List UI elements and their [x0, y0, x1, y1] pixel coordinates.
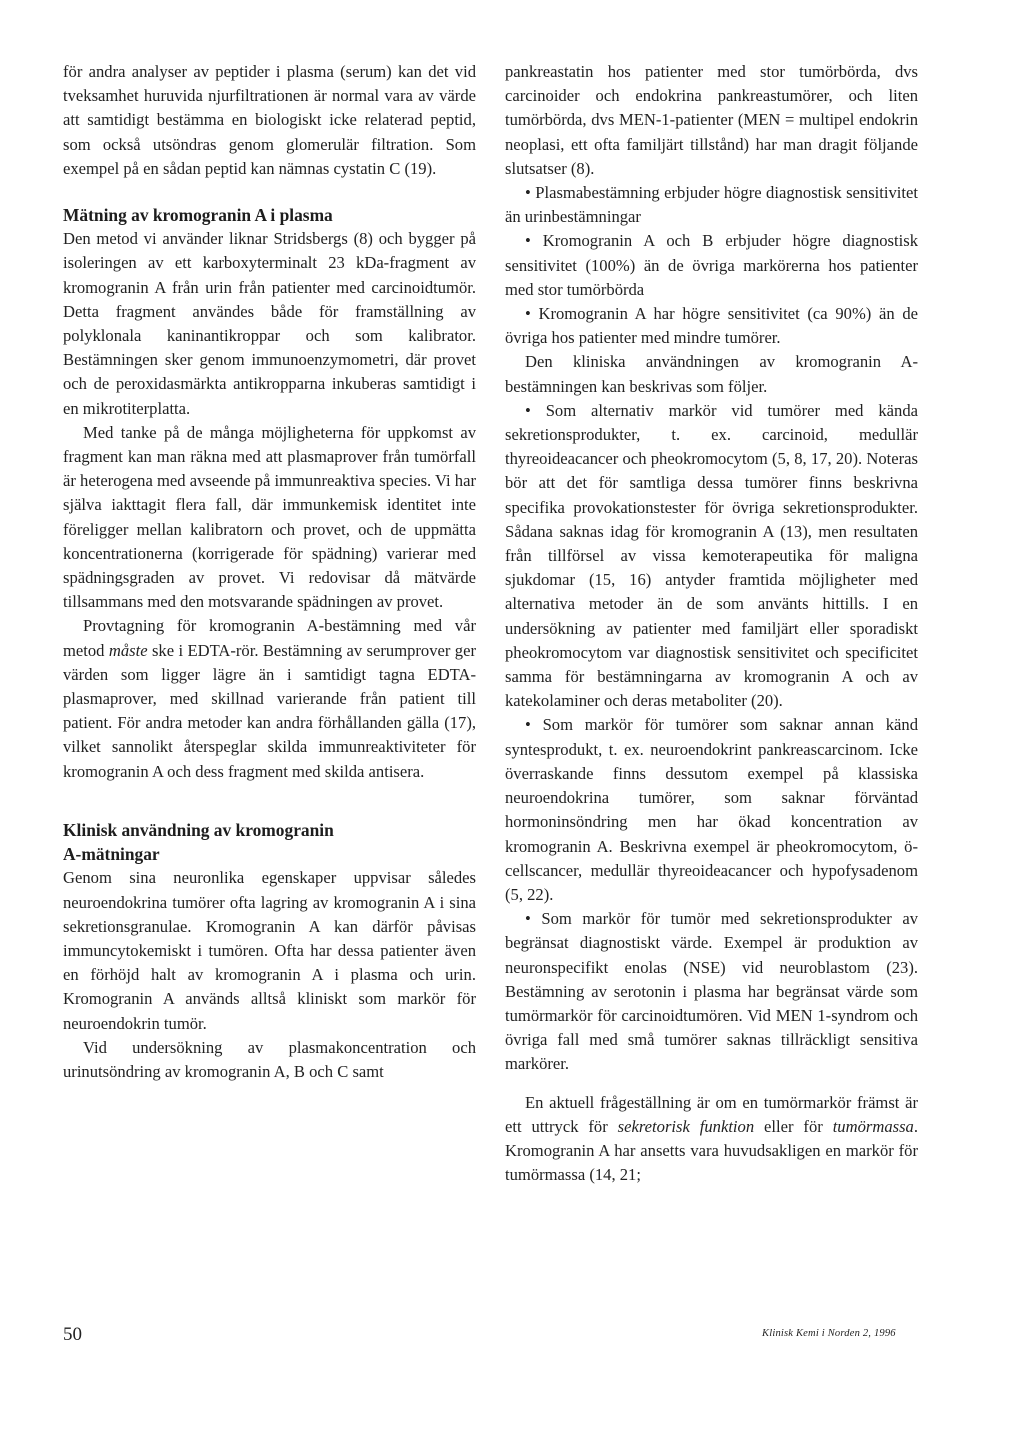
section-heading: Mätning av kromogranin A i plasma — [63, 205, 333, 226]
paragraph: Med tanke på de många möjligheterna för uppkomst av fragment kan man räkna med att plasmaprover från tumörfall är heterogena med avseende på immunreaktiva species. Vi har själva iakttagit flera fall, där immunkemisk identitet inte föreligger mellan kalibratorn och provet, och de uppmätta koncentrationerna (korrigerade för spädning) varierar med spädningsgraden av provet. Vi redovisar då mätvärde tillsammans med den motsvarande spädningen av provet. — [63, 422, 476, 612]
paragraph: för andra analyser av peptider i plasma (serum) kan det vid tveksamhet huruvida njurfiltrationen är normal vara av värde att samtidigt bestämma en biologiskt icke relaterad peptid, som också utsöndras genom glomerulär filtration. Som exempel på en sådan peptid kan nämnas cystatin C (19). — [63, 62, 476, 178]
heading-line: A-mätningar — [63, 844, 160, 865]
text-run: . Kromogranin A har ansetts vara huvudsakligen en markör för tumörmassa (14, 21; — [505, 1116, 918, 1185]
journal-footer: Klinisk Kemi i Norden 2, 1996 — [762, 1328, 896, 1339]
text-run: Provtagning för kromogranin A-bestämning med vår metod — [63, 616, 476, 660]
bullet-item: • Som alternativ markör vid tumörer med kända sekretionsprodukter, t. ex. carcinoid, medullär thyreoideacancer och pheokromocytom (5, 8, 17, 20). Noteras bör att det för samtliga dessa tumörer finns beskrivna specifika provokationstester för övriga sekretionsprodukter. Sådana saknas idag för kromogranin A (13), men resultaten från tillförsel av vissa kemoterapeutika för maligna sjukdomar (15, 16) antyder framtida möjligheter med alternativa metoder än de som använts hittills. I en undersökning av patienter med familjärt eller sporadiskt pheokromocytom var diagnostisk sensitivitet och specificitet samma för bestämningarna av kromogranin A och av katekolaminer och deras metaboliter (20). — [505, 400, 918, 711]
paragraph: Vid undersökning av plasmakoncentration och urinutsöndring av kromogranin A, B och C samt — [63, 1037, 476, 1081]
emphasis: måste — [108, 640, 148, 660]
emphasis: sekretorisk funktion — [617, 1116, 755, 1136]
text-run: En aktuell frågeställning är om en tumörmarkör främst är ett uttryck för — [505, 1092, 918, 1136]
emphasis: tumörmassa — [832, 1116, 914, 1136]
bullet-item: • Som markör för tumörer som saknar annan känd syntesprodukt, t. ex. neuroendokrint pankreascarcinom. Icke överraskande finns dessutom exempel på klassiska neuroendokrina tumörer, som saknar förväntad hormoninsöndring men har ökad koncentration av kromogranin A. Beskrivna exempel är pheokromocytom, ö-cellscancer, medullär thyreoideacancer och hypofysadenom (5, 22). — [505, 715, 918, 904]
right-column — [505, 60, 918, 1187]
paragraph: Den metod vi använder liknar Stridsbergs (8) och bygger på isoleringen av ett karboxyterminalt 23 kDa-fragment av kromogranin A från urin från patienter med carcinoidtumör. Detta fragment användes både för framställning av polyklonala kaninantikroppar och som kalibrator. Bestämningen sker genom immunoenzymometri, där provet och de peroxidasmärkta antikropparna inkuberas samtidigt i en mikrotiterplatta. — [63, 229, 476, 418]
paragraph: pankreastatin hos patienter med stor tumörbörda, dvs carcinoider och endokrina pankreastumörer, och liten tumörbörda, dvs MEN-1-patienter (MEN = multipel endokrin neoplasi, ett ofta familjärt tillstånd) har man dragit följande slutsatser (8). — [505, 62, 918, 178]
section-heading — [63, 818, 476, 866]
left-column — [63, 60, 476, 1084]
paragraph — [63, 614, 476, 783]
bullet-item: • Plasmabestämning erbjuder högre diagnostisk sensitivitet än urinbestämningar — [505, 183, 918, 227]
heading-line: Klinisk användning av kromogranin — [63, 819, 334, 840]
paragraph: Genom sina neuronlika egenskaper uppvisar således neuroendokrina tumörer ofta lagring av kromogranin A i sina sekretionsgranulae. Kromogranin A kan därför påvisas immuncytokemiskt i tumören. Ofta har dessa patienter även en förhöjd halt av kromogranin A i plasma och urin. Kromogranin A används alltså kliniskt som markör för neuroendokrin tumör. — [63, 868, 476, 1033]
page-number: 50 — [63, 1324, 82, 1345]
bullet-item: • Kromogranin A har högre sensitivitet (ca 90%) än de övriga hos patienter med mindre tumörer. — [505, 304, 918, 348]
bullet-item: • Som markör för tumör med sekretionsprodukter av begränsat diagnostiskt värde. Exempel är produktion av neuronspecifikt enolas (NSE) vid neuroblastom (23). Bestämning av serotonin i plasma har begränsat värde som tumörmarkör för carcinoidtumören. Vid MEN 1-syndrom och övriga fall med små tumörer saknas tillräckligt sensitiva markörer. — [505, 909, 918, 1074]
paragraph — [505, 1091, 918, 1188]
bullet-item: • Kromogranin A och B erbjuder högre diagnostisk sensitivitet (100%) än de övriga markörerna hos patienter med stor tumörbörda — [505, 231, 918, 299]
paragraph: Den kliniska användningen av kromogranin A-bestämningen kan beskrivas som följer. — [505, 352, 918, 396]
text-run: eller för — [754, 1116, 833, 1136]
text-run: ske i EDTA-rör. Bestämning av serumprover ger värden som ligger lägre än i samtidigt tagna EDTA-plasmaprover, med skillnad varierande från patient till patient. För andra metoder kan andra förhållanden gälla (17), vilket sannolikt återspeglar skilda immunreaktiviteter för kromogranin A och dess fragment med skilda antisera. — [63, 640, 476, 781]
